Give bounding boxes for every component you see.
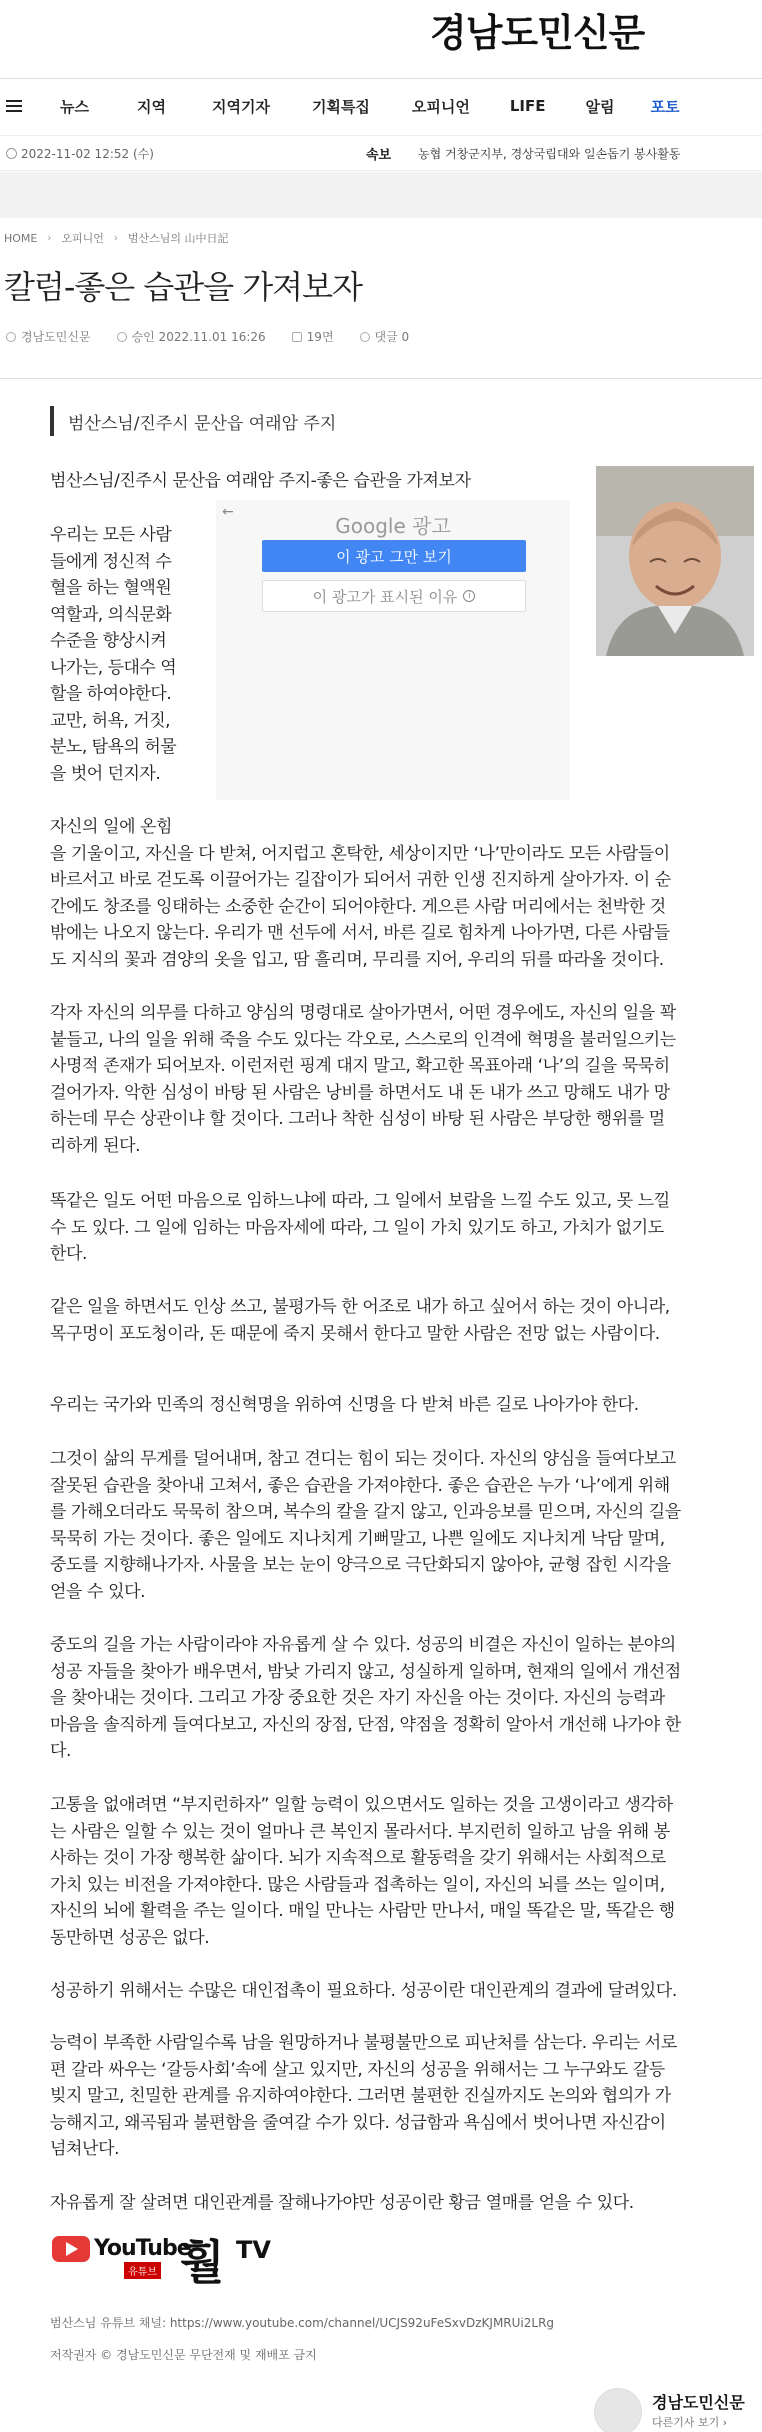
- text-line: 똑같은 일도 어떤 마음으로 임하느냐에 따라, 그 일에서 보람을 느낄 수도 있고, 못 느낄: [50, 1191, 670, 1211]
- text-line: 붙들고, 나의 일을 위해 죽을 수도 있다는 각오로, 스스로의 인격에 혁명을 불러일으키는: [50, 1029, 676, 1050]
- why-this-ad-button[interactable]: [262, 580, 526, 612]
- text-line: 성공하기 위해서는 수많은 대인접촉이 필요하다. 성공이란 대인관계의 결과에 달려있다.: [50, 1981, 677, 2001]
- text-line: 우리는 국가와 민족의 정신혁명을 위하여 신명을 다 받쳐 바른 길로 나아가야 한다.: [50, 1395, 639, 1415]
- text-line: 교만, 허욕, 거짓,: [50, 710, 171, 731]
- nav-feature[interactable]: 기획특집: [311, 97, 370, 116]
- chevron-right-icon: ›: [47, 232, 52, 244]
- paragraph-8: [50, 1792, 752, 1951]
- nav-photo[interactable]: 포토: [650, 97, 680, 116]
- text-line: 나가는, 등대수 역: [50, 657, 177, 678]
- youtube-badge: 유튜브: [124, 2262, 161, 2279]
- paragraph-9: [50, 1978, 752, 2005]
- text-line: 목구멍이 포도청이라, 돈 때문에 죽지 못해서 한다고 말한 사람은 전망 없는 사람이다.: [50, 1323, 660, 1344]
- text-line: 넘쳐난다.: [50, 2139, 120, 2159]
- current-date-text: 2022-11-02 12:52 (수): [21, 146, 154, 161]
- paragraph-4: [50, 1294, 752, 1347]
- sub-bar: [0, 135, 762, 171]
- text-line: 간에도 창조를 잉태하는 소중한 순간이 되어야한다. 게으른 사람 머리에서는 천박한 것: [50, 896, 666, 917]
- text-line: 를 가해오더라도 묵묵히 참으며, 복수의 칼을 갈지 않고, 인과응보를 믿으며, 자신의 길을: [50, 1502, 681, 1522]
- article-title: 칼럼-좋은 습관을 가져보자: [4, 268, 362, 306]
- paragraph-5: [50, 1392, 752, 1419]
- breadcrumb-opinion[interactable]: 오피니언: [61, 232, 104, 245]
- text-line: 을 찾아내는 것이다. 그리고 가장 중요한 것은 자기 자신을 아는 것이다. 자신의 능력과: [50, 1688, 665, 1708]
- paragraph-1: [50, 814, 752, 973]
- site-logo[interactable]: 경남도민신문: [430, 11, 645, 55]
- breaking-label: 속보: [366, 147, 392, 163]
- text-line: 사하는 것이 가장 행복한 삶이다. 뇌가 지속적으로 활동력을 갖기 위해서는 사회적으로: [50, 1848, 666, 1868]
- clock-icon: [117, 332, 127, 342]
- arrow-left-icon[interactable]: ←: [222, 504, 234, 520]
- text-line: 고통을 없애려면 “부지런하자” 일할 능력이 있으면서도 일하는 것을 고생이라고 생각하: [50, 1795, 673, 1815]
- nav-life[interactable]: LIFE: [509, 97, 546, 115]
- text-line: 바르서고 바로 걷도록 이끌어가는 길잡이가 되어서 귀한 인생 진지하게 살아가자. 이 순: [50, 870, 671, 890]
- text-line: 중도를 지향해나가자. 사물을 보는 눈이 양극으로 극단화되지 않아야, 균형 잡힌 시각을: [50, 1555, 671, 1575]
- text-line: 역할과, 의식문화: [50, 604, 172, 625]
- text-line: 는 사람은 일할 수 있는 것이 얼마나 큰 복인지 몰라서다. 부지런히 일하고 남을 위해 봉: [50, 1821, 670, 1842]
- page-number: 19면: [306, 330, 334, 344]
- nav-local-reporter[interactable]: 지역기자: [211, 97, 270, 116]
- text-line: 리하게 된다.: [50, 1135, 141, 1156]
- text-line: 잘못된 습관을 찾아내 고쳐서, 좋은 습관을 가져야한다. 좋은 습관은 누가 ‘나’에게 위해: [50, 1475, 670, 1496]
- clock-icon: [6, 148, 17, 159]
- meta-divider: [0, 378, 762, 379]
- paragraph-2: [50, 1000, 752, 1159]
- text-line: 분노, 탐욕의 허물: [50, 737, 177, 757]
- text-line: 가치 있는 비전을 가져야한다. 많은 사람들과 접촉하는 일이, 자신의 뇌를 쓰는 일이며,: [50, 1874, 665, 1895]
- text-line: 을 기울이고, 자신을 다 받쳐, 어지럽고 혼탁한, 세상이지만 ‘나’만이라도 모든 사람들이: [50, 843, 670, 864]
- text-line: 하는데 무슨 상관이냐 할 것이다. 그러나 착한 심성이 바탕 된 사람은 부당한 행위를 멀: [50, 1109, 665, 1129]
- text-line: 자신의 뇌에 활력을 주는 일이다. 매일 만나는 사람만 만나서, 매일 똑같은 말, 똑같은 행: [50, 1901, 675, 1921]
- info-icon: i: [463, 590, 475, 602]
- breaking-news-link[interactable]: 농협 거창군지부, 경상국립대와 일손돕기 봉사활동: [418, 146, 681, 161]
- text-line: 중도의 길을 가는 사람이라야 자유롭게 살 수 있다. 성공의 비결은 자신이 일하는 분야의: [50, 1635, 676, 1655]
- text-line: 수 도 있다. 그 일에 임하는 마음자세에 따라, 그 일이 가치 있기도 하고, 가치가 없기도: [50, 1217, 664, 1238]
- lead-line: 범산스님/진주시 문산읍 여래암 주지-좋은 습관을 가져보자: [50, 471, 471, 491]
- copyright-notice: 저작권자 © 경남도민신문 무단전재 및 재배포 금지: [50, 2348, 317, 2362]
- comment-icon: [360, 332, 370, 342]
- text-line: 사명적 존재가 되어보자. 이런저런 핑계 대지 말고, 확고한 목표아래 ‘나’의 길을 묵묵히: [50, 1056, 670, 1076]
- paragraph-10: [50, 2030, 752, 2163]
- author-name[interactable]: 경남도민신문: [21, 330, 91, 344]
- channel-logo-tv: TV: [236, 2236, 271, 2264]
- text-line: 걸어가자. 악한 심성이 바탕 된 사람은 낭비를 하면서도 내 돈 내가 쓰고 망해도 내가 망: [50, 1082, 670, 1103]
- text-line: 들에게 정신적 수: [50, 551, 172, 572]
- text-line: 자유롭게 잘 살려면 대인관계를 잘해나가야만 성공이란 황금 열매를 얻을 수 있다.: [50, 2193, 634, 2213]
- paragraph-11: [50, 2190, 752, 2217]
- youtube-wordmark: YouTube: [94, 2236, 191, 2261]
- channel-link[interactable]: 범산스님 유튜브 채널: https://www.youtube.com/channel/UCJS92uFeSxvDzKJMRUi2LRg: [50, 2316, 555, 2330]
- text-line: 한다.: [50, 1244, 88, 1264]
- text-line: 같은 일을 하면서도 인상 쓰고, 불평가득 한 어조로 내가 하고 싶어서 하는 것이 아니라,: [50, 1297, 670, 1317]
- main-nav: [0, 86, 762, 126]
- banner-area: [0, 172, 762, 218]
- nav-notice[interactable]: 알림: [585, 97, 615, 116]
- text-line: 각자 자신의 의무를 다하고 양심의 명령대로 살아가면서, 어떤 경우에도, 자신의 일을 꽉: [50, 1003, 676, 1023]
- writer-name[interactable]: 경남도민신문: [652, 2393, 745, 2412]
- current-date: [6, 145, 154, 162]
- text-line: 능력이 부족한 사람일수록 남을 원망하거나 불평불만으로 피난처를 삼는다. 우리는 서로: [50, 2033, 677, 2053]
- text-line: 동만하면 성공은 없다.: [50, 1927, 210, 1948]
- text-line: 도 지식의 꽃과 겸양의 옷을 입고, 땀 흘리며, 무리를 지어, 우리의 뒤를 따라올 것이다.: [50, 949, 664, 970]
- nav-news[interactable]: 뉴스: [60, 97, 89, 116]
- more-articles-link[interactable]: 다른기사 보기 ›: [652, 2416, 728, 2429]
- text-line: 밖에는 나오지 않는다. 우리가 맨 선두에 서서, 바른 길로 힘차게 나아가면, 다른 사람들: [50, 923, 670, 943]
- text-line: 빚지 말고, 친밀한 관계를 유지하여야한다. 그러면 불편한 진실까지도 논의와 협의가 가: [50, 2086, 671, 2106]
- breadcrumb-home[interactable]: HOME: [4, 231, 38, 245]
- newspaper-icon: [292, 332, 302, 342]
- nav-opinion[interactable]: 오피니언: [411, 97, 470, 116]
- header-divider: [0, 78, 762, 79]
- comment-count[interactable]: 댓글 0: [374, 330, 410, 344]
- paragraph-6: [50, 1446, 752, 1605]
- stop-ad-button[interactable]: 이 광고 그만 보기: [262, 540, 526, 572]
- paragraph-7: [50, 1632, 752, 1765]
- breadcrumb-section[interactable]: 범산스님의 山中日記: [127, 232, 229, 245]
- avatar: [594, 2388, 642, 2432]
- text-line: 다.: [50, 1741, 72, 1761]
- chevron-right-icon: ›: [113, 232, 118, 244]
- google-ad: [216, 500, 570, 800]
- paragraph-3: [50, 1188, 752, 1268]
- narrow-paragraph: [50, 522, 192, 787]
- text-line: 우리는 모든 사람: [50, 525, 172, 545]
- text-line: 마음을 솔직하게 들여다보고, 자신의 장점, 단점, 약점을 정확히 알아서 개선해 나가야 한: [50, 1714, 681, 1735]
- breadcrumb: [4, 230, 229, 246]
- text-line: 자신의 일에 온힘: [50, 817, 173, 837]
- text-line: 편 갈라 싸우는 ‘갈등사회’속에 살고 있지만, 자신의 성공을 위해서는 그 누구와도 갈등: [50, 2059, 665, 2080]
- text-line: 얻을 수 있다.: [50, 1581, 146, 1602]
- nav-region[interactable]: 지역: [136, 97, 166, 116]
- text-line: 능해지고, 왜곡됨과 불편함을 줄여갈 수가 있다. 성급함과 욕심에서 벗어나면 자신감이: [50, 2112, 666, 2133]
- text-line: 묵묵히 가는 것이다. 좋은 일에도 지나치게 기뻐말고, 나쁜 일에도 지나치게 낙담 말며,: [50, 1528, 665, 1549]
- author-photo: [596, 466, 754, 656]
- text-line: 혈을 하는 혈액원: [50, 578, 172, 598]
- channel-logo-char: 훨: [180, 2235, 225, 2289]
- text-line: 할을 하여야한다.: [50, 684, 172, 704]
- play-icon: [52, 2236, 90, 2262]
- google-ad-label: Google 광고: [335, 514, 451, 538]
- hamburger-menu-icon[interactable]: [6, 100, 22, 112]
- approved-date: 승인 2022.11.01 16:26: [131, 330, 266, 344]
- text-line: 성공 자들을 찾아가 배우면서, 밤낮 가리지 않고, 성실하게 일하며, 현재의 일에서 개선점: [50, 1661, 681, 1682]
- user-icon: [6, 332, 16, 342]
- article-subtitle: 범산스님/진주시 문산읍 여래암 주지: [50, 406, 336, 436]
- text-line: 그것이 삶의 무게를 덜어내며, 참고 견디는 힘이 되는 것이다. 자신의 양심을 들여다보고: [50, 1449, 676, 1469]
- youtube-logo[interactable]: [52, 2236, 191, 2262]
- text-line: 수준을 향상시켜: [50, 631, 167, 651]
- why-this-ad-label: 이 광고가 표시된 이유: [312, 587, 458, 606]
- text-line: 을 벗어 던지자.: [50, 763, 161, 784]
- article-meta: [6, 328, 435, 345]
